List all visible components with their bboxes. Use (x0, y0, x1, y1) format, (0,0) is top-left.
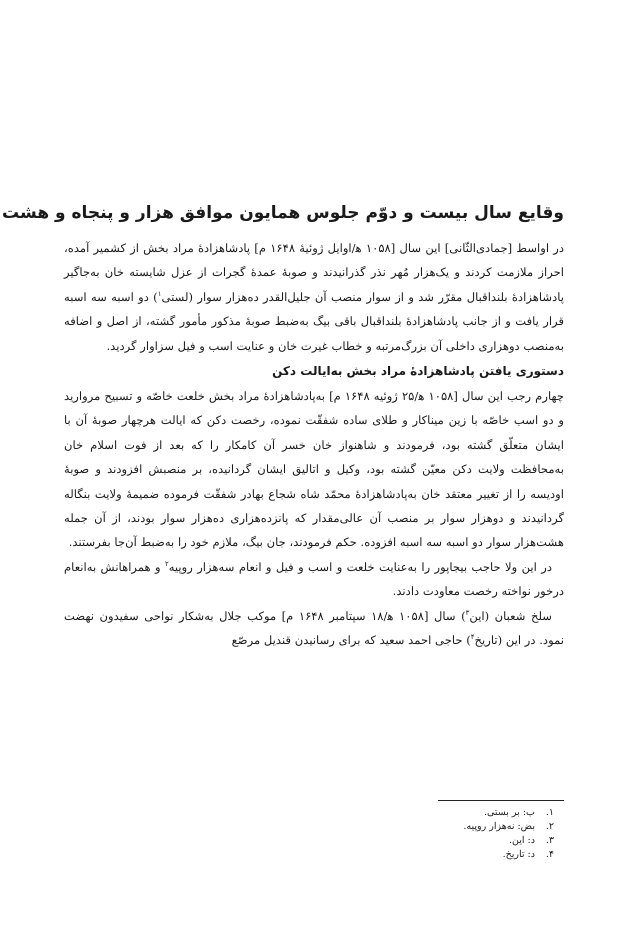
footnote-separator (438, 800, 564, 801)
paragraph (64, 236, 564, 358)
chapter-title: وقایع سال بیست و دوّم جلوس همایون موافق هزار و پنجاه و هشت (2, 203, 564, 223)
footnote-number: ۱. (545, 807, 554, 818)
paragraph (64, 555, 564, 604)
footnote-marker[interactable]: ۲ (164, 560, 169, 569)
paragraph (64, 384, 564, 555)
text-run: چهارم رجب این سال [۱۰۵۸ ه‍/۲۵ ژوئیه ۱۶۴۸ م] به‌پادشاهزادۀ مراد بخش خلعت خاصّه و تسبیح مروارید و دو اسب خاصّه با زین میناکار و طلای ساده شفقّت نموده، رخصت دکن که ایالت هرچهار صوبۀ آن با ایشان متعلّق گشته بود، فرمودند و شاهنواز خان خسر آن کامکار را که بعد از فوت اسلام خان به‌محافظت ولایت دکن معیّن گشته بود، وکیل و اتالیق ایشان گردانیده، بر منصبش افزودند و صوبۀ اودیسه را از تغییر معتقد خان به‌پادشاهزادۀ محمّد شاه شجاع بهادر شفقّت فرموده ضمیمۀ ولایت بنگاله گردانیدند و دوهزار سوار بر منصب آن عالی‌مقدار که پانزده‌هزاری ده‌هزار سوار بودند، از آن جمله هشت‌هزار سوار دو اسبه سه اسبه افزوده. حکم فرمودند، جان بیگ، ملازم خود را به‌ضبط آن‌جا بفرستند. (64, 389, 564, 550)
footnote-item (314, 848, 554, 862)
footnote-number: ۳. (545, 835, 554, 846)
footnote-item (314, 806, 554, 820)
text-run: ) حاجی احمد سعید که برای رسانیدن قندیل مرصّع (231, 633, 471, 648)
book-page (2, 0, 565, 946)
text-run: سلخ شعبان (این (469, 608, 552, 623)
body-text (64, 236, 564, 653)
section-heading (64, 358, 564, 384)
footnote-item (314, 820, 554, 834)
footnote-text: د: تاریخ. (502, 849, 535, 860)
footnote-text: د: این. (508, 835, 535, 846)
text-run: ) سال [۱۰۵۸ ه‍/۱۸ سپتامبر ۱۶۴۸ م] موکب جلال به‌شکار نواحی سفیدون نهضت نمود. در این (تاریخ (64, 608, 564, 648)
footnote-text: ب: بر بستی. (483, 807, 535, 818)
text-run: ) دو اسبه سه اسبه قرار یافت و از جانب پادشاهزادۀ بلنداقبال باقی بیگ به‌ضبط صوبۀ مذکور مأمور گشته، از اصل و اضافه به‌منصب دوهزاری داخلی آن بزرگ‌مرتبه و خطاب غیرت خان و عنایت اسب و فیل سزاوار گردید. (64, 289, 564, 353)
footnote-text: بض: نه‌هزار روپیه. (463, 821, 535, 832)
footnote-marker[interactable]: ۴ (470, 633, 475, 642)
footnotes-list (314, 806, 554, 862)
footnote-number: ۴. (545, 849, 554, 860)
paragraph (64, 604, 564, 653)
text-run: در این ولا حاجب بیجاپور را به‌عنایت خلعت و اسب و فیل و انعام سه‌هزار روپیه (168, 559, 552, 574)
text-run: دستوری یافتن پادشاهزادۀ مراد بخش به‌ایالت دکن (272, 364, 564, 379)
text-run: و همراهانش به‌انعام درخور نواخته رخصت معاودت دادند. (64, 559, 564, 599)
footnote-marker[interactable]: ۳ (465, 608, 470, 617)
footnote-number: ۲. (545, 821, 554, 832)
footnote-item (314, 834, 554, 848)
footnote-marker[interactable]: ۱ (157, 289, 162, 298)
text-run: در اواسط [جمادی‌الثّانی] این سال [۱۰۵۸ ه‍/اوایل ژوئیۀ ۱۶۴۸ م] پادشاهزادۀ مراد بخش از کشمیر آمده، احراز ملازمت کردند و یک‌هزار مُهر نذر گذرانیدند و صوبۀ عمدۀ گجرات از عزل شایسته خان به‌جاگیر پادشاهزادۀ بلنداقبال مقرّر شد و از سوار منصب آن جلیل‌القدر ده‌هزار سوار (لستی (64, 241, 565, 304)
